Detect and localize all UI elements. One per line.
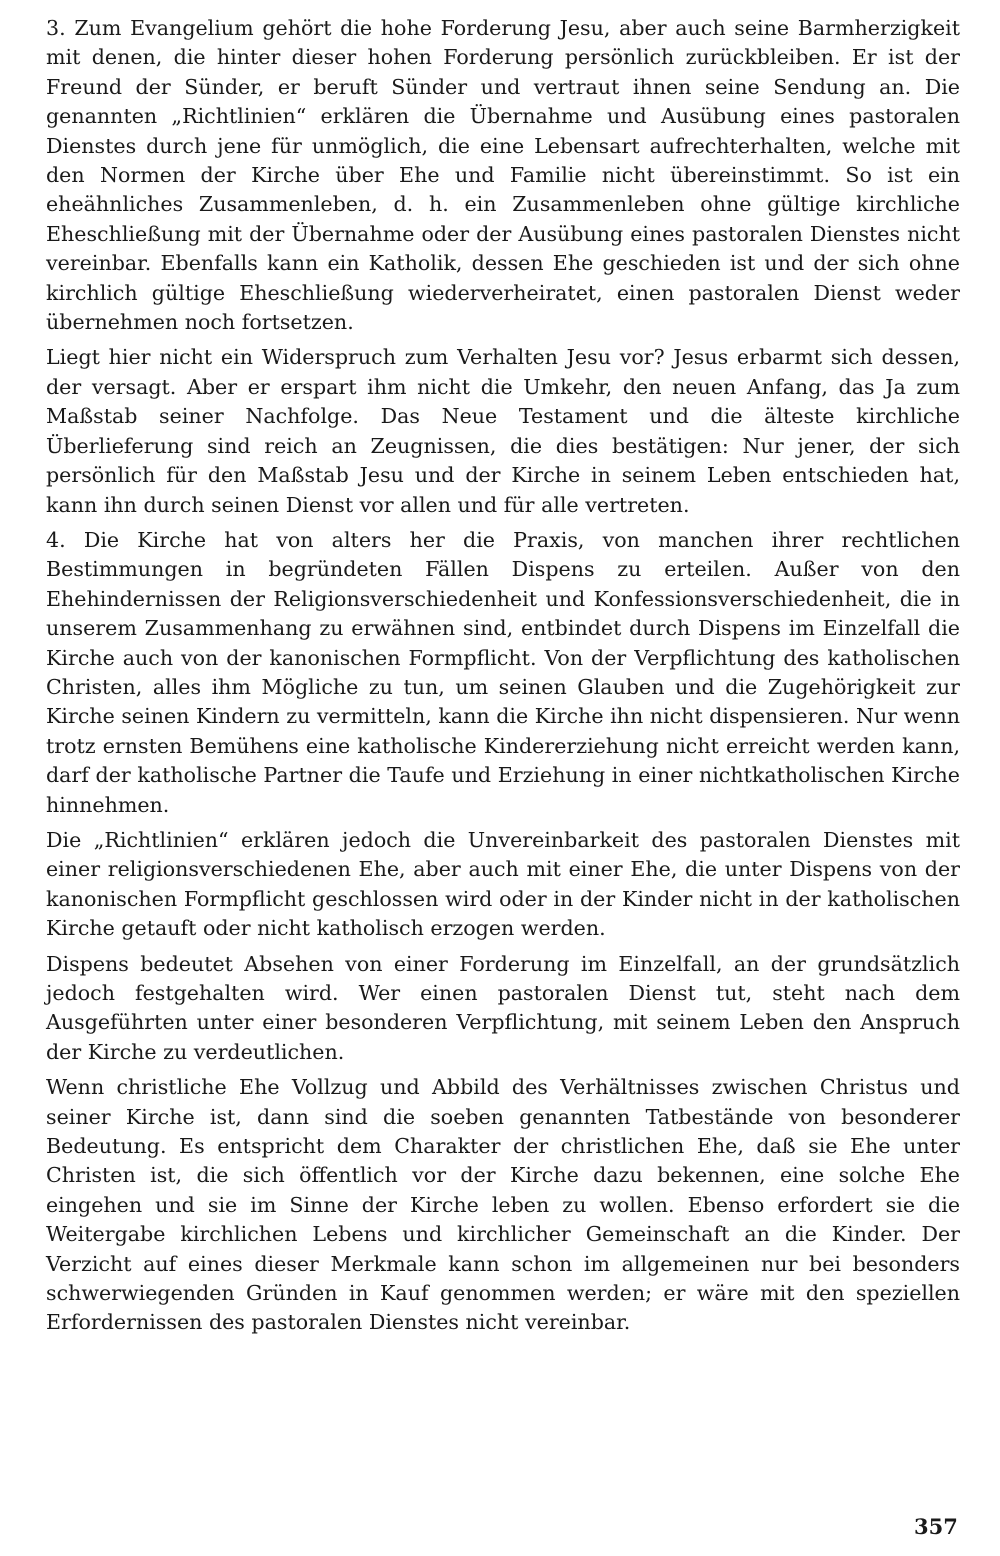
page-body [46, 14, 960, 1344]
paragraph-section-3: 3. Zum Evangelium gehört die hohe Forderung Jesu, aber auch seine Barmherzigkeit mit denen, die hinter dieser hohen Forderung persönlich zurückbleiben. Er ist der Freund der Sünder, er beruft Sünder und vertraut ihnen seine Sendung an. Die genannten „Richtlinien“ erklären die Übernahme und Ausübung eines pastoralen Dienstes durch jene für unmöglich, die eine Lebensart aufrechterhalten, welche mit den Normen der Kirche über Ehe und Familie nicht übereinstimmt. So ist ein eheähnliches Zusammenleben, d. h. ein Zusammenleben ohne gültige kirchliche Eheschließung mit der Übernahme oder der Ausübung eines pastoralen Dienstes nicht vereinbar. Ebenfalls kann ein Katholik, dessen Ehe geschieden ist und der sich ohne kirchlich gültige Eheschließung wiederverheiratet, einen pastoralen Dienst weder übernehmen noch fortsetzen. [46, 16, 960, 335]
paragraph-section-4: 4. Die Kirche hat von alters her die Praxis, von manchen ihrer rechtlichen Bestimmungen in begründeten Fällen Dispens zu erteilen. Außer von den Ehehindernissen der Religionsverschiedenheit und Konfessionsverschiedenheit, die in unserem Zusammenhang zu erwähnen sind, entbindet durch Dispens im Einzelfall die Kirche auch von der kanonischen Formpflicht. Von der Verpflichtung des katholischen Christen, alles ihm Mögliche zu tun, um seinen Glauben und die Zugehörigkeit zur Kirche seinen Kindern zu vermitteln, kann die Kirche ihn nicht dispensieren. Nur wenn trotz ernsten Bemühens eine katholische Kindererziehung nicht erreicht werden kann, darf der katholische Partner die Taufe und Erziehung in einer nichtkatholischen Kirche hinnehmen. [46, 527, 960, 817]
paragraph-dispens: Dispens bedeutet Absehen von einer Forderung im Einzelfall, an der grundsätzlich jedoch festgehalten wird. Wer einen pastoralen Dienst tut, steht nach dem Ausgeführten unter einer besonderen Verpflichtung, mit seinem Leben den Anspruch der Kirche zu verdeutlichen. [46, 951, 960, 1064]
page-number: 357 [914, 1514, 958, 1539]
paragraph-richtlinien: Die „Richtlinien“ erklären jedoch die Unvereinbarkeit des pastoralen Dienstes mit einer religionsverschiedenen Ehe, aber auch mit einer Ehe, die unter Dispens von der kanonischen Formpflicht geschlossen wird oder in der Kinder nicht in der katholischen Kirche getauft oder nicht katholisch erzogen werden. [46, 827, 960, 941]
paragraph-christian-marriage: Wenn christliche Ehe Vollzug und Abbild des Verhältnisses zwischen Christus und seiner Kirche ist, dann sind die soeben genannten Tatbestände von besonderer Bedeutung. Es entspricht dem Charakter der christlichen Ehe, daß sie Ehe unter Christen ist, die sich öffentlich vor der Kirche dazu bekennen, eine solche Ehe eingehen und sie im Sinne der Kirche leben zu wollen. Ebenso erfordert sie die Weitergabe kirchlichen Lebens und kirchlicher Gemeinschaft an die Kinder. Der Verzicht auf eines dieser Merkmale kann schon im allgemeinen nur bei besonders schwerwiegenden Gründen in Kauf genommen werden; er wäre mit den speziellen Erfordernissen des pastoralen Dienstes nicht vereinbar. [46, 1075, 960, 1335]
paragraph-contradiction-question: Liegt hier nicht ein Widerspruch zum Verhalten Jesu vor? Jesus erbarmt sich dessen, der versagt. Aber er erspart ihm nicht die Umkehr, den neuen Anfang, das Ja zum Maßstab seiner Nachfolge. Das Neue Testament und die älteste kirchliche Überlieferung sind reich an Zeugnissen, die dies bestätigen: Nur jener, der sich persönlich für den Maßstab Jesu und der Kirche in seinem Leben entschieden hat, kann ihn durch seinen Dienst vor allen und für alle vertreten. [46, 345, 960, 517]
